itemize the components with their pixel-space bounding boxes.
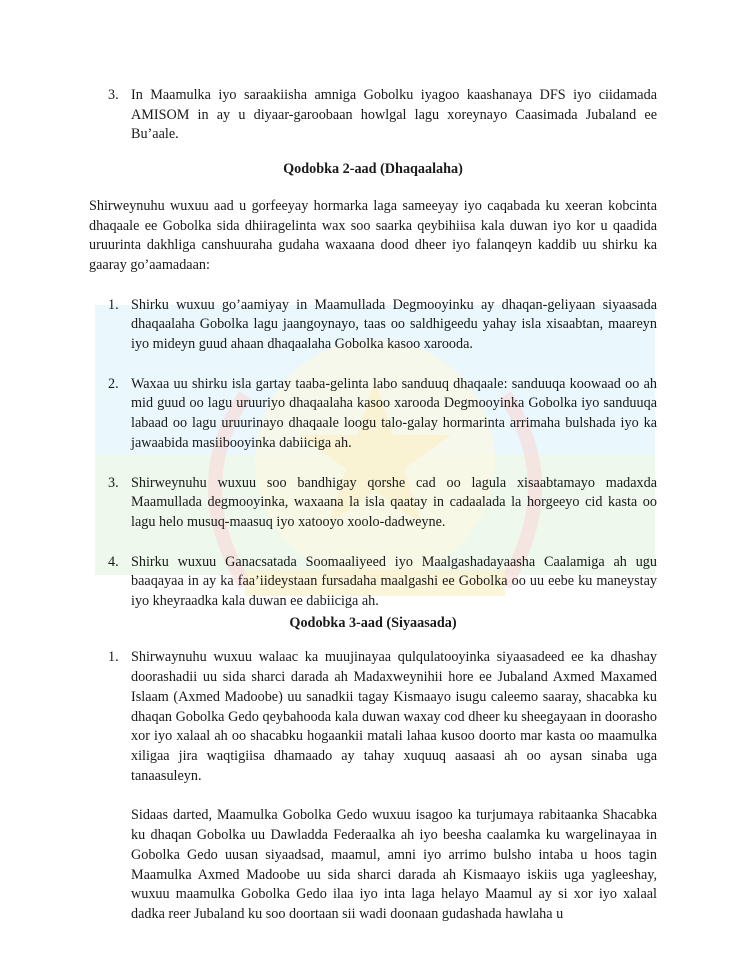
list-text: Shirku wuxuu Ganacsatada Soomaaliyeed iyo Maalgashadayaasha Caalamiga ah ugu baaqayaa in ay ka faa’iideystaan fursadaha maalgashi ee Gobolka oo uu eebe ku maneystay iyo kheyraadka kala duwan ee dabiiciga ah. <box>131 553 657 610</box>
section-2-item-1 <box>89 296 657 355</box>
list-text: In Maamulka iyo saraakiisha amniga Gobolku iyagoo kaashanaya DFS iyo ciidamada AMISOM in ay u diyaar-garoobaan howlgal lagu xoreynayo Caasimada Jubaland ee Bu’aale. <box>131 87 657 143</box>
list-text: Waxaa uu shirku isla gartay taaba-gelinta labo sanduuq dhaqaale: sanduuqa koowaad oo ah mid guud oo lagu uruuriyo dhaqaalaha kasoo xarooda Degmooyinka Gobolka iyo sanduuqa labaad oo lagu uruurinayo dhaqaale loogu talo-galay hormarinta arrimaha bulshada iyo ka jawaabida masiibooyinka dabiiciga ah. <box>131 375 657 451</box>
list-text: Shirku wuxuu go’aamiyay in Maamullada Degmooyinku ay dhaqan-geliyaan siyaasada dhaqaalaha Gobolka lagu jaangoynayo, taas oo saldhigeedu yahay isla xisaabtan, maareyn iyo mideyn guud ahaan dhaqaalaha Gobolka kasoo xarooda. <box>131 296 657 353</box>
list-number: 4. <box>108 553 119 570</box>
section-2-heading: Qodobka 2-aad (Dhaqaalaha) <box>283 161 463 178</box>
list-number: 3. <box>108 474 119 491</box>
list-text: Shirweynuhu wuxuu soo bandhigay qorshe cad oo lagula xisaabtamayo madaxda Maamullada degmooyinka, waxaana la isla qaatay in cadaalada la horgeeyo cid kasta oo lagu helo musuq-maasuq iyo xatooyo xoolo-dadweyne. <box>131 474 657 530</box>
document-body <box>89 86 657 925</box>
intro-list-item <box>89 86 657 145</box>
section-3-continuation: Sidaas darted, Maamulka Gobolka Gedo wuxuu isagoo ka turjumaya rabitaanka Shacabka ku dhaqan Gobolka uu Dawladda Federaalka ah iyo beesha caalamka ku wargelinayaa in Gobolka Gedo uusan siyaadsad, maamul, amni iyo arrimo bulsho intaba u hoos tagin Maamulka Axmed Madoobe uu sida sharci darada ah Kismaayo iskiis uga yagleeshay, wuxuu maamulka Gobolka Gedo ilaa iyo inta laga helayo Maamul ay si xor iyo xalaal dadka reer Jubaland ku soo doortaan sii wadi doonaan gudashada hawlaha u <box>131 807 657 922</box>
section-3-item-1 <box>89 648 657 786</box>
list-number: 1. <box>108 649 119 666</box>
section-2-item-2 <box>89 375 657 454</box>
list-number: 1. <box>108 296 119 313</box>
section-2-intro: Shirweynuhu wuxuu aad u gorfeeyay hormarka laga sameeyay iyo caqabada ku xeeran kobcinta dhaqaale ee Gobolka sida dhiiragelinta wax soo saarka qeybihiisa kala duwan iyo kor u qaadida uruurinta dakhliga canshuuraha gudaha waxaana dood dheer iyo falanqeyn kaddib uu shirku ka gaaray go’aamadaan: <box>89 197 657 273</box>
section-3-heading: Qodobka 3-aad (Siyaasada) <box>289 614 457 631</box>
section-2-item-3 <box>89 474 657 533</box>
list-number: 2. <box>108 375 119 392</box>
list-number: 3. <box>108 87 119 103</box>
section-2-item-4 <box>89 553 657 612</box>
list-text: Shirwaynuhu wuxuu walaac ka muujinayaa qulqulatooyinka siyaasadeed ee ka dhashay doorashadii uu sida sharci darada ah Madaxweynihii hore ee Jubaland Axmed Maxamed Islaam (Axmed Madoobe) uu sanadkii tagay Kismaayo isugu caleemo saaray, shacabka ku dhaqan Gobolka Gedo qeybahooda kala duwan waxay cod dheer ku sheegayaan in doorasho xor iyo xalaal ah oo shacabku hogaankii matali lahaa kusoo doorto mar kasta oo maamulka xiligaa jira waqtigiisa dhamaado ay tahay xuquuq aasaasi ah oo aysan sinaba uga tanaasuleyn. <box>131 649 657 784</box>
